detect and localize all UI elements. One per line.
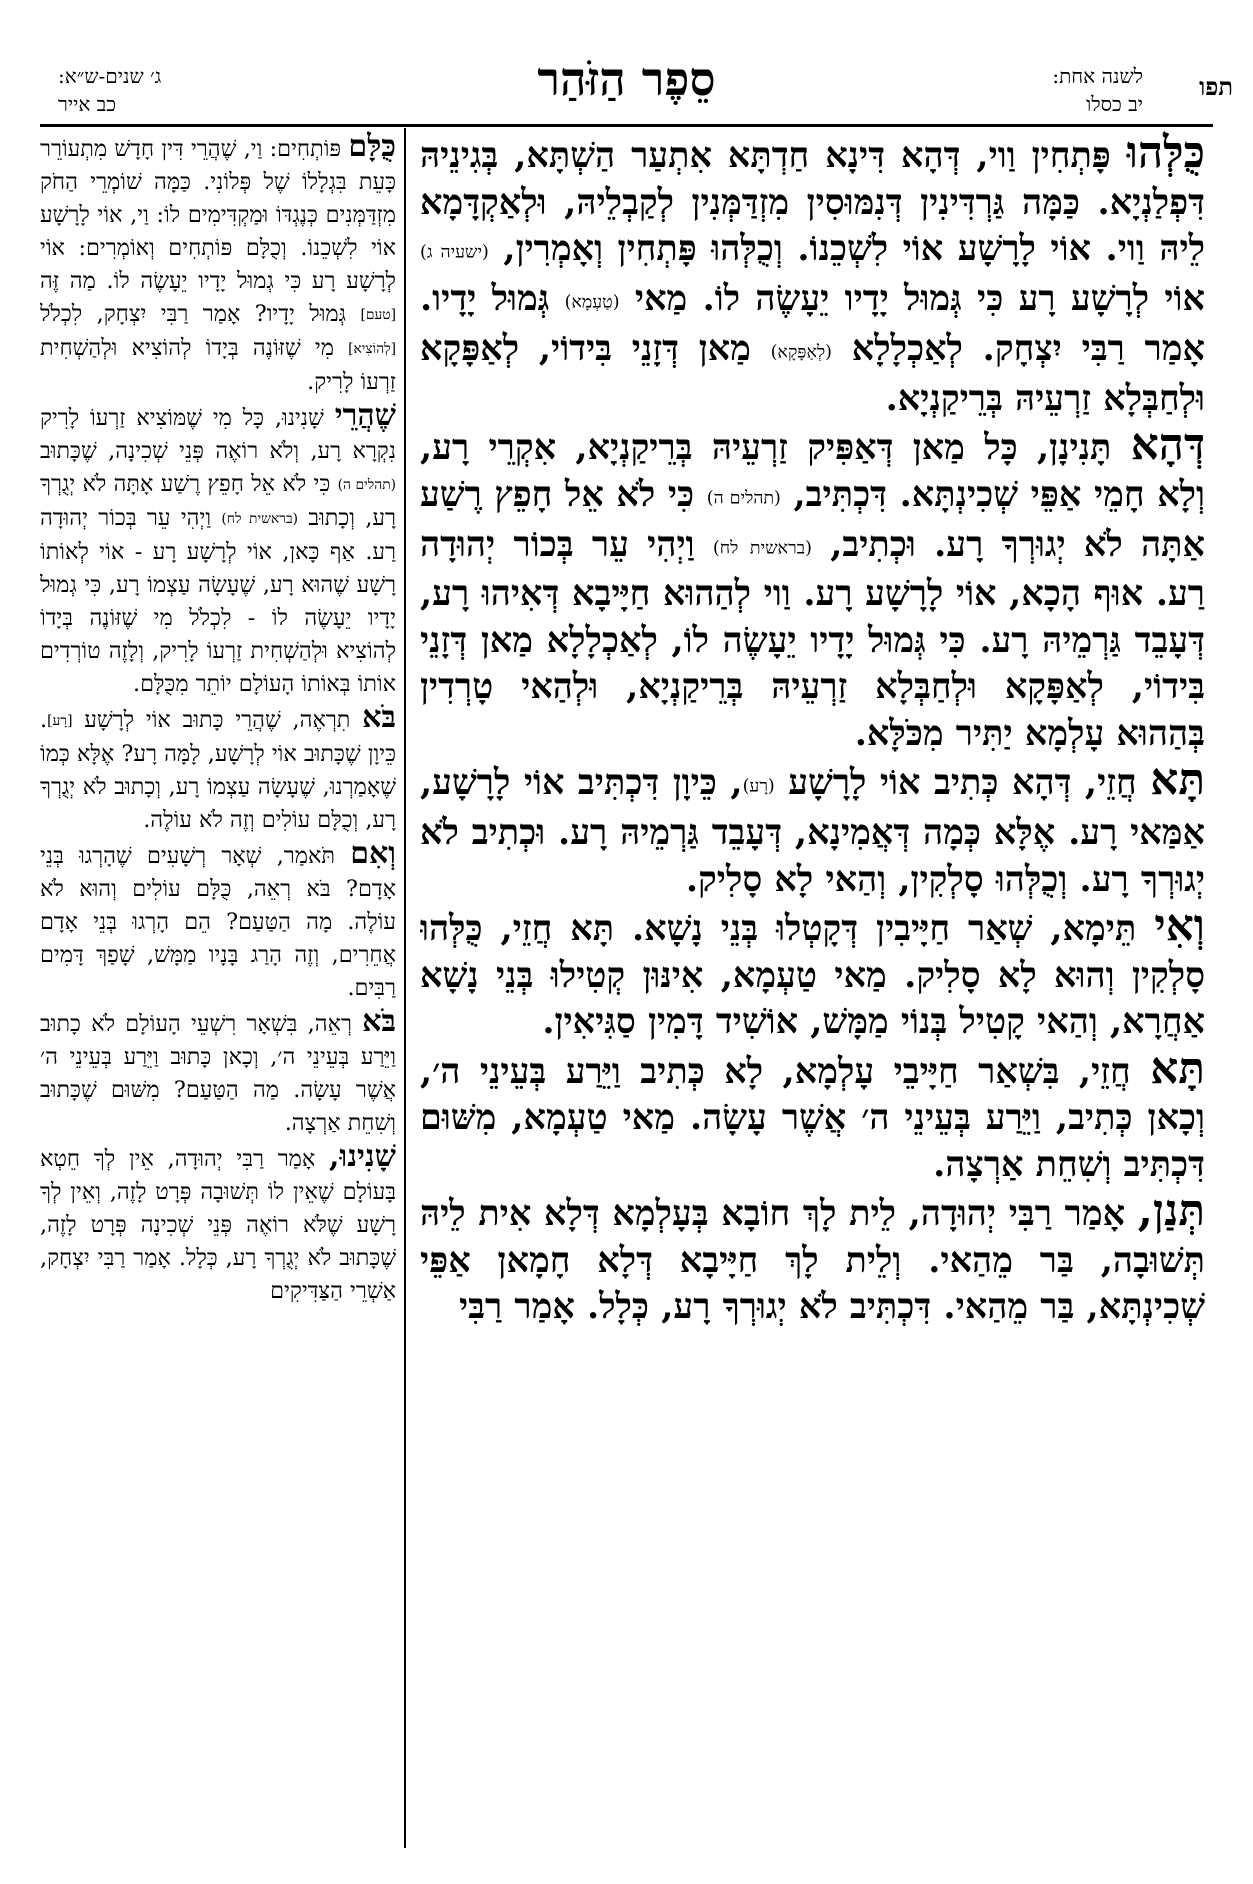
- page-title: סֵפֶר הַזֹּהַר: [537, 52, 716, 106]
- hebrew-paragraph: [40, 837, 396, 1005]
- paragraph-text: כִּי לֹא אֵל חָפֵץ רֶשַׁע אַתָּה לֹא יְגוּרְךָ רָע. וּכְתִיב,: [420, 473, 1205, 565]
- paragraph-lead-word: בֹּא: [362, 1003, 396, 1039]
- paragraph-lead-word: תְּנַן,: [1137, 1185, 1205, 1237]
- source-reference: (ישעיה ג): [420, 242, 489, 263]
- paragraph-lead-word: וְאִי: [1154, 900, 1205, 952]
- aramaic-paragraph: [420, 1185, 1205, 1331]
- paragraph-text: מַאן דְּזָנֵי בִּידוֹי, לְאַפָּקָא וּלְחַבְּלָא זַרְעֵיהּ בְּרֵיקַנְיָא.: [420, 327, 1205, 419]
- paragraph-text: , כֵּיוָן דִּכְתִּיב אוֹי לָרָשָׁע, אַמַּאי רָע. אֶלָּא כְּמָה דְּאֲמִינָא, דְּעָבֵד גַּרְמֵיהּ רָע. וּכְתִיב לֹא יְגוּרְךָ רָע. וְכֻלְּהוּ סָלְקִין, וְהַאי לָא סָלִיק.: [420, 762, 1205, 900]
- source-reference: (רָע): [742, 776, 775, 797]
- paragraph-text: גְּמוּל יָדָיו. אָמַר רַבִּי יִצְחָק. לְאַכְלָלָא: [420, 277, 1205, 369]
- paragraph-lead-word: שָׁנִינוּ,: [329, 1138, 396, 1174]
- paragraph-text: וַיְהִי עֵר בְּכוֹר יְהוּדָה רַע. אַף כָּאן, אוֹי לְרָשָׁע רָע - אוֹי לְאוֹתוֹ רָשָׁע שֶׁהוּא רָע, שֶׁעָשָׂה עַצְמוֹ רָע, כִּי גְמוּל יָדָיו יֵעָשֶׂה לוֹ - לִכְלֹל מִי שֶׁזּוֹנֶה בְּיָדוֹ לְהוֹצִיא וּלְהַשְׁחִית זַרְעוֹ לָרִיק, וְלָזֶה טוֹרְדִים אוֹתוֹ בְּאוֹתוֹ הָעוֹלָם יוֹתֵר מִכֻּלָּם.: [40, 504, 396, 697]
- aramaic-paragraph: [420, 1042, 1205, 1189]
- aramaic-paragraph: [420, 130, 1205, 422]
- hebrew-paragraph: [40, 130, 396, 399]
- paragraph-text: וַיְהִי עֵר בְּכוֹר יְהוּדָה רַע. אוּף הָכָא, אוֹי לָרָשָׁע רָע. וַוי לְהַהוּא חַיָּיבָא דְּאִיהוּ רָע, דְּעָבֵד גַּרְמֵיהּ רָע. כִּי גְּמוּל יָדָיו יֵעָשֶׂה לוֹ, לְאַכְלָלָא מַאן דְּזָנֵי בִּידוֹי, לְאַפָּקָא וּלְחַבְּלָא זַרְעֵיהּ בְּרֵיקַנְיָא, וּלְהַאי טָרְדִין בְּהַהוּא עָלְמָא יַתִּיר מִכֹּלָּא.: [420, 523, 1205, 754]
- paragraph-text: . כֵּיוָן שֶׁכָּתוּב אוֹי לְרָשָׁע, לָמָּה רָע? אֶלָּא כְּמוֹ שֶׁאָמַרְנוּ, שֶׁעָשָׂה עַצְמוֹ רָע, וְכָתוּב לֹא יְגֻרְךָ רָע, וְכֻלָּם עוֹלִים וְזֶה לֹא עוֹלֶה.: [40, 706, 396, 833]
- paragraph-text: תֹּאמַר, שְׁאָר רְשָׁעִים שֶׁהָרְגוּ בְּנֵי אָדָם? בֹּא רְאֵה, כֻּלָּם עוֹלִים וְהוּא לֹא עוֹלֶה. מָה הַטַּעַם? הֵם הָרְגוּ בְּנֵי אָדָם אֲחֵרִים, וְזֶה הָרַג בָּנָיו מַמָּשׁ, שָׁפַךְ דָּמִים רַבִּים.: [40, 842, 396, 1001]
- header-right-top: לשנה אחת:: [1052, 64, 1143, 88]
- paragraph-text: כִּי לֹא אֵל חָפֵץ רֶשַׁע אָתָּה לֹא יְגֻרְךָ רָע, וְכָתוּב: [40, 470, 396, 531]
- paragraph-text: אוֹי לְרָשָׁע רָע כִּי גְּמוּל יָדָיו יֵעָשֶׂה לוֹ. מַאי: [619, 277, 1205, 319]
- source-reference: (בראשית לח): [221, 510, 299, 527]
- source-reference: (לְאַפָּקָא): [770, 342, 832, 363]
- paragraph-text: אָמַר רַבִּי יְהוּדָה, אֵין לְךָ חֵטְא בָּעוֹלָם שֶׁאֵין לוֹ תְּשׁוּבָה פְּרָט לָזֶה, וְאֵין לְךָ רָשָׁע שֶׁלֹּא רוֹאֶה פְּנֵי שְׁכִינָה פְּרָט לָזֶה, שֶׁכָּתוּב לֹא יְגֻרְךָ רָע, כְּלָל. אָמַר רַבִּי יִצְחָק, אַשְׁרֵי הַצַּדִּיקִים: [40, 1145, 396, 1304]
- paragraph-text: תֵּימָא, שְׁאַר חַיָּיבִין דְּקָטְלוּ בְּנֵי נָשָׁא. תָּא חֲזֵי, כֻּלְּהוּ סָלְקִין וְהוּא לָא סָלִיק. מַאי טַעְמָא, אִינּוּן קְטִילוּ בְּנֵי נָשָׁא אַחֲרָא, וְהַאי קָטִיל בְּנוֹי מַמָּשׁ, אוֹשִׁיד דָּמִין סַגִּיאִין.: [420, 908, 1205, 1043]
- paragraph-text: פּוֹתְחִים: וַי, שֶׁהֲרֵי דִּין חָדָשׁ מִתְעוֹרֵר כָּעֵת בִּגְלָלוֹ שֶׁל פְּלוֹנִי. כַּמָּה שׁוֹמְרֵי הַחֹק מִזְדַּמְּנִים כְּנֶגְדּוֹ וּמַקְדִּימִים לוֹ: וַי, אוֹי לָרָשָׁע אוֹי לִשְׁכֵנוֹ. וְכֻלָּם פּוֹתְחִים וְאוֹמְרִים: אוֹי לְרָשָׁע רָע כִּי גְמוּל יָדָיו יֵעָשֶׂה לוֹ. מַה זֶּה: [40, 136, 396, 294]
- header-left-bottom: כב אייר: [58, 92, 117, 116]
- paragraph-text: מִי שֶׁזּוֹנֶה בְּיָדוֹ לְהוֹצִיא וּלְהַשְׁחִית זַרְעוֹ לָרִיק.: [40, 334, 396, 395]
- source-reference: (תהלים ה): [706, 488, 781, 508]
- paragraph-lead-word: וְאִם: [350, 835, 396, 871]
- paragraph-text: תָּנִינָן, כָּל מַאן דְּאַפִּיק זַרְעֵיהּ בְּרֵיקַנְיָא, אִקְרֵי רָע, וְלָא חָמֵי אַפֵּי שְׁכִינְתָּא. דִּכְתִּיב,: [420, 427, 1205, 515]
- column-divider: [404, 128, 406, 1848]
- paragraph-text: חֲזֵי, בִּשְׁאַר חַיָּיבֵי עָלְמָא, לָא כְּתִיב וַיֵּרַע בְּעֵינֵי ה׳, וְכָאן כְּתִיב, וַיֵּרַע בְּעֵינֵי ה׳ אֲשֶׁר עָשָׂה. מַאי טַעְמָא, מִשּׁוּם דִּכְתִּיב וְשִׁחֵת אַרְצָה.: [420, 1050, 1205, 1185]
- source-reference: [רָע]: [47, 712, 73, 729]
- hebrew-paragraph: [40, 1005, 396, 1140]
- paragraph-lead-word: שֶׁהֲרֵי: [334, 397, 396, 433]
- aramaic-paragraph: [420, 754, 1205, 903]
- header-right-bottom: יב כסלו: [1086, 92, 1143, 116]
- paragraph-lead-word: תָּא: [1150, 754, 1205, 806]
- hebrew-paragraph: [40, 399, 396, 701]
- paragraph-text: גְּמוּל יָדָיו? אָמַר רַבִּי יִצְחָק, לִכְלֹל: [40, 301, 361, 327]
- paragraph-text: רְאֵה, בִּשְׁאָר רִשְׁעֵי הָעוֹלָם לֹא כָתוּב וַיֵּרַע בְּעֵינֵי ה׳, וְכָאן כָּתוּב וַיֵּרַע בְּעֵינֵי ה׳ אֲשֶׁר עָשָׂה. מַה הַטַּעַם? מִשּׁוּם שֶׁכָּתוּב וְשִׁחֵת אַרְצָה.: [40, 1010, 396, 1136]
- paragraph-text: חֲזֵי, דְּהָא כְּתִיב אוֹי לָרָשָׁע: [774, 762, 1151, 804]
- source-reference: (תהלים ה): [337, 476, 396, 493]
- paragraph-text: תִרְאֶה, שֶׁהֲרֵי כָּתוּב אוֹי לְרָשָׁע: [72, 706, 363, 733]
- source-reference: [טעם]: [360, 306, 396, 323]
- paragraph-lead-word: כֻּלָּם: [348, 130, 396, 164]
- paragraph-lead-word: בֹּא: [362, 699, 396, 735]
- paragraph-text: אָמַר רַבִּי יְהוּדָה, לֵית לָךְ חוֹבָא בְּעָלְמָא דְּלָא אִית לֵיהּ תְּשׁוּבָה, בַּר מֵהַאי. וְלֵית לָךְ חַיָּיבָא דְּלָא חָמָאן אַפֵּי שְׁכִינְתָּא, בַּר מֵהַאי. דִּכְתִּיב לֹא יְגוּרְךָ רָע, כְּלָל. אָמַר רַבִּי: [420, 1193, 1205, 1328]
- header-left-top: ג׳ שנים-ש״א:: [58, 64, 162, 88]
- hebrew-paragraph: [40, 701, 396, 837]
- aramaic-paragraph: [420, 419, 1205, 757]
- source-reference: (בראשית לח): [712, 537, 812, 558]
- source-reference: (טַעְמָא): [564, 292, 620, 313]
- paragraph-text: שָׁנִינוּ, כָּל מִי שֶׁמּוֹצִיא זַרְעוֹ לָרִיק נִקְרָא רָע, וְלֹא רוֹאֶה פְּנֵי שְׁכִינָה, שֶׁכָּתוּב: [40, 404, 396, 464]
- paragraph-lead-word: כֻּלְּהוּ: [1126, 130, 1205, 178]
- aramaic-column: [420, 130, 1205, 1850]
- source-reference: [לְהוֹצִיא]: [348, 340, 396, 357]
- paragraph-lead-word: דְּהָא: [1130, 419, 1205, 471]
- paragraph-lead-word: תָּא: [1150, 1042, 1205, 1094]
- hebrew-column: [40, 130, 396, 1850]
- paragraph-text: פָּתְחִין וַוי, דְּהָא דִּינָא חַדְתָּא אִתְעַר הַשְׁתָּא, בְּגִינֵיהּ דִּפְלַנְיָא. כַּמָּה גַּרְדִּינִין דְּנִמּוּסִין מִזְדַּמְּנִין לְקַבְלֵיהּ, וּלְאַקְדָּמָא לֵיהּ וַוי. אוֹי לָרָשָׁע אוֹי לִשְׁכֵנוֹ. וְכֻלְּהוּ פָּתְחִין וְאָמְרִין,: [420, 135, 1205, 269]
- aramaic-paragraph: [420, 900, 1205, 1046]
- header-rule: [40, 124, 1213, 127]
- page-number: תפו: [1199, 72, 1233, 101]
- hebrew-paragraph: [40, 1140, 396, 1308]
